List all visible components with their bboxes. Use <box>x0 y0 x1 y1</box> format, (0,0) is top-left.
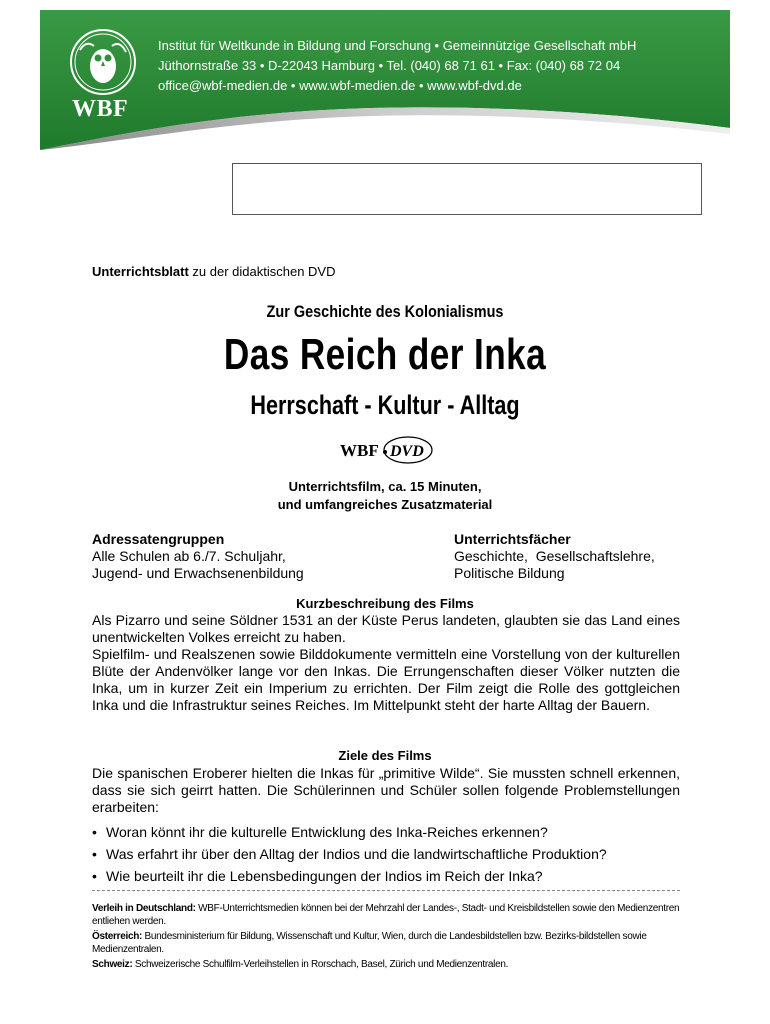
footer-germany <box>92 902 680 928</box>
series-title: Zur Geschichte des Kolonialismus <box>266 302 504 321</box>
audience-line-1: Alle Schulen ab 6./7. Schuljahr, <box>92 548 286 564</box>
dvd-logo-wbf: WBF <box>340 441 379 460</box>
goals-heading: Ziele des Films <box>338 748 432 763</box>
web-line: office@wbf-medien.de • www.wbf-medien.de • www.wbf-dvd.de <box>158 78 522 93</box>
summary-heading: Kurzbeschreibung des Films <box>296 596 474 611</box>
institute-line: Institut für Weltkunde in Bildung und Forschung • Gemeinnützige Gesellschaft mbH <box>158 38 637 53</box>
wbf-dvd-logo <box>338 432 438 466</box>
divider <box>92 890 680 891</box>
header-contact <box>158 36 636 96</box>
summary-paragraph-2: Spielfilm- und Realszenen sowie Bilddokumente vermitteln eine Vorstellung von der kulturellen Blüte der Andenvölker lange vor den Inkas. Die Errungenschaften dieser Völker nutzten die Inka, um in kurzer Zeit ein Imperium zu errichten. Der Film zeigt die Rolle des gottgleichen Inka und die Infrastruktur seines Reiches. Im Mittelpunkt steht der harte Alltag der Bauern. <box>92 646 680 713</box>
footer-germany-text: WBF-Unterrichtsmedien können bei der Mehrzahl der Landes-, Stadt- und Kreisbildstellen sowie den Medienzentren entliehen werden. <box>92 903 680 927</box>
goals-list <box>92 821 607 887</box>
subjects-block <box>454 531 655 582</box>
footer-austria-text: Bundesministerium für Bildung, Wissenschaft und Kultur, Wien, durch die Landesbildstellen bzw. Bezirks-bildstellen sowie Medienzentralen. <box>92 931 647 955</box>
address-field-box <box>232 163 702 215</box>
footer-austria-label: Österreich: <box>92 931 143 942</box>
dvd-logo-dvd: DVD <box>390 443 424 460</box>
page-subtitle: Herrschaft - Kultur - Alltag <box>250 390 520 420</box>
audience-block <box>92 531 304 582</box>
audience-line-2: Jugend- und Erwachsenenbildung <box>92 565 304 581</box>
kicker-bold: Unterrichtsblatt <box>92 264 189 279</box>
subjects-line-2: Politische Bildung <box>454 565 565 581</box>
subjects-line-1: Geschichte, Gesellschaftslehre, <box>454 548 655 564</box>
list-item: • Woran könnt ihr die kulturelle Entwicklung des Inka-Reiches erkennen? <box>92 821 607 843</box>
footer-switzerland-label: Schweiz: <box>92 959 133 970</box>
film-info <box>0 478 770 514</box>
footer-switzerland <box>92 958 680 971</box>
audience-heading: Adressatengruppen <box>92 531 225 547</box>
footer-germany-label: Verleih in Deutschland: <box>92 903 196 914</box>
kicker <box>92 264 335 279</box>
subjects-heading: Unterrichtsfächer <box>454 531 571 547</box>
wbf-logo-text: WBF <box>72 96 129 122</box>
list-item: • Was erfahrt ihr über den Alltag der Indios und die landwirtschaftliche Produktion? <box>92 843 607 865</box>
summary-paragraph-1: Als Pizarro und seine Söldner 1531 an der Küste Perus landeten, glaubten sie das Land eines unentwickelten Volkes erreicht zu haben. <box>92 612 680 645</box>
page-title: Das Reich der Inka <box>223 330 547 379</box>
film-extras: und umfangreiches Zusatzmaterial <box>277 497 493 512</box>
list-item: • Wie beurteilt ihr die Lebensbedingungen der Indios im Reich der Inka? <box>92 865 607 887</box>
goals-intro: Die spanischen Eroberer hielten die Inkas für „primitive Wilde“. Sie mussten schnell erkennen, dass sie sich geirrt hatten. Die Schülerinnen und Schüler sollen folgende Problemstellungen erarbeiten: <box>92 765 680 815</box>
footer-switzerland-text: Schweizerische Schulfilm-Verleihstellen in Rorschach, Basel, Zürich und Medienzentralen. <box>132 959 509 970</box>
kicker-rest: zu der didaktischen DVD <box>188 264 336 279</box>
address-line: Jüthornstraße 33 • D-22043 Hamburg • Tel. (040) 68 71 61 • Fax: (040) 68 72 04 <box>158 58 621 73</box>
footer-austria <box>92 930 680 956</box>
film-duration: Unterrichtsfilm, ca. 15 Minuten, <box>288 479 482 494</box>
